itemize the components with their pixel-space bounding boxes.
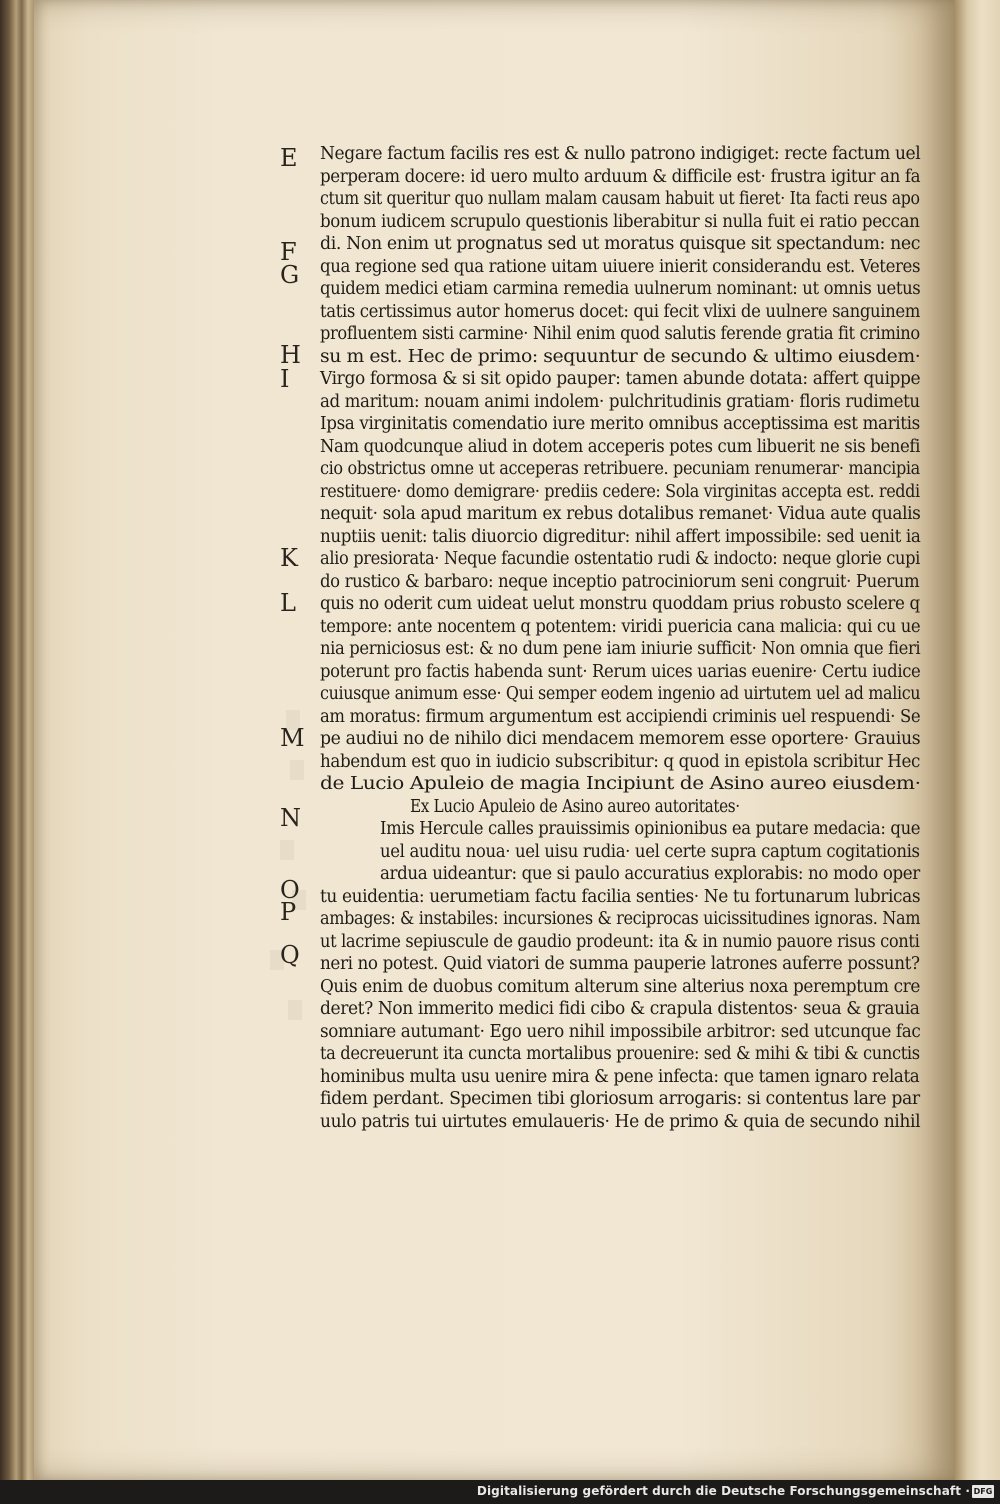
text-line: Quis enim de duobus comitum alterum sine alterius noxa peremptum cre: [320, 976, 920, 997]
show-through-mark: [290, 760, 304, 780]
margin-letter: N: [280, 804, 301, 832]
text-line: de Lucio Apuleio de magia Incipiunt de Asino aureo eiusdem·: [320, 774, 921, 794]
text-line: am moratus: firmum argumentum est accipiendi criminis uel respuendi· Se: [320, 706, 921, 727]
text-line: Ex Lucio Apuleio de Asino aureo autoritates·: [410, 796, 740, 817]
text-line: di. Non enim ut prognatus sed ut moratus quisque sit spectandum: nec: [320, 234, 921, 254]
margin-letter: I: [280, 365, 290, 393]
margin-letter: F: [280, 238, 297, 266]
margin-letter: Q: [280, 941, 300, 969]
text-line: ut lacrime sepiuscule de gaudio prodeunt: ita & in numio pauore risus conti: [320, 931, 920, 952]
text-line: tu euidentia: uerumetiam factu facilia senties· Ne tu fortunarum lubricas: [320, 886, 921, 907]
facing-page-edge: [954, 0, 1000, 1480]
text-line: nuptiis uenit: talis diuorcio digreditur: nihil affert impossibile: sed uenit ia: [320, 526, 921, 547]
text-line: Nam quodcunque aliud in dotem acceperis potes cum libuerit ne sis benefi: [320, 436, 920, 457]
show-through-mark: [280, 840, 294, 860]
text-line: poterunt pro factis habenda sunt· Rerum uices uarias euenire· Certu iudice: [320, 661, 921, 682]
text-line: ta decreuerunt ita cuncta mortalibus prouenire: sed & mihi & tibi & cunctis: [320, 1044, 920, 1064]
text-line: Imis Hercule calles prauissimis opinionibus ea putare medacia: que: [380, 819, 921, 839]
margin-letter: L: [280, 589, 296, 617]
text-line: do rustico & barbaro: neque inceptio patrociniorum seni congruit· Puerum: [320, 571, 920, 592]
text-line: pe audiui no de nihilo dici mendacem memorem esse oportere· Grauius: [320, 729, 921, 749]
margin-letter: H: [280, 341, 301, 369]
text-line: deret? Non immerito medici fidi cibo & crapula distentos· seua & grauia: [320, 999, 920, 1019]
text-line: ardua uideantur: que si paulo accuratius explorabis: no modo oper: [380, 864, 920, 884]
margin-letter: K: [280, 544, 298, 572]
text-line: fidem perdant. Specimen tibi gloriosum arrogaris: si contentus lare par: [320, 1089, 920, 1109]
text-line: hominibus multa usu uenire mira & pene infecta: que tamen ignaro relata: [320, 1066, 920, 1087]
text-line: somniare autumant· Ego uero nihil impossibile arbitror: sed utcunque fac: [320, 1021, 921, 1042]
text-line: Virgo formosa & si sit opido pauper: tamen abunde dotata: affert quippe: [320, 369, 921, 389]
footer-strip: [0, 1480, 1000, 1504]
text-line: neri no potest. Quid viatori de summa pauperie latrones auferre possunt?: [320, 954, 920, 974]
text-line: nequit· sola apud maritum ex rebus dotalibus remanet· Vidua aute qualis: [320, 504, 921, 524]
margin-letter: P: [280, 898, 297, 926]
text-line: cuiusque animum esse· Qui semper eodem ingenio ad uirtutem uel ad malicu: [320, 684, 921, 704]
text-line: qua regione sed qua ratione uitam uiuere inierit considerandu est. Veteres: [320, 256, 921, 277]
margin-letter: M: [280, 724, 305, 752]
text-line: alio presiorata· Neque facundie ostentatio rudi & indocto: neque glorie cupi: [320, 549, 920, 569]
show-through-mark: [288, 1000, 302, 1020]
text-line: bonum iudicem scrupulo questionis liberabitur si nulla fuit ei ratio peccan: [320, 211, 920, 232]
text-line: Ipsa virginitatis comendatio iure merito omnibus acceptissima est maritis: [320, 414, 920, 434]
dfg-logo-icon: DFG: [973, 1487, 993, 1496]
text-line: uel auditu noua· uel uisu rudia· uel certe supra captum cogitationis: [380, 841, 920, 862]
text-line: ctum sit queritur quo nullam malam causam habuit ut fieret· Ita facti reus apo: [320, 189, 920, 209]
margin-letter: O: [280, 876, 300, 904]
text-line: su m est. Hec de primo: sequuntur de secundo & ultimo eiusdem·: [320, 346, 921, 367]
left-page-edges: [0, 0, 36, 1480]
text-line: quidem medici etiam carmina remedia uulnerum nominant: ut omnis uetus: [320, 279, 921, 299]
text-line: Negare factum facilis res est & nullo patrono indigiget: recte factum uel: [320, 144, 921, 164]
text-line: ambages: & instabiles: incursiones & reciprocas uicissitudines ignoras. Nam: [320, 909, 921, 929]
text-line: tempore: ante nocentem q potentem: viridi puericia cana malicia: qui cu ue: [320, 616, 921, 637]
text-line: nia perniciosus est: & no dum pene iam iniurie sufficit· Non omnia que fieri: [320, 639, 921, 659]
text-line: perperam docere: id uero multo arduum & difficile est· frustra igitur an fa: [320, 166, 921, 187]
text-line: profluentem sisti carmine· Nihil enim quod salutis ferende gratia fit crimino: [320, 324, 920, 344]
text-line: quis no oderit cum uideat uelut monstru quoddam prius robusto scelere q: [320, 594, 920, 614]
footer-credit: Digitalisierung gefördert durch die Deutsche Forschungsgemeinschaft ·: [476, 1484, 970, 1498]
margin-letter: G: [280, 261, 300, 289]
text-line: ad maritum: nouam animi indolem· pulchritudinis gratiam· floris rudimetu: [320, 391, 920, 412]
text-line: restituere· domo demigrare· prediis cedere: Sola virginitas accepta est. reddi: [320, 481, 920, 502]
margin-letter: E: [280, 144, 298, 172]
text-line: uulo patris tui uirtutes emulaueris· He de primo & quia de secundo nihil: [320, 1111, 921, 1132]
text-line: cio obstrictus omne ut acceperas retribuere. pecuniam renumerar· mancipia: [320, 459, 920, 479]
text-line: habendum est quo in iudicio subscribitur: q quod in epistola scribitur Hec: [320, 751, 920, 772]
text-line: tatis certissimus autor homerus docet: qui fecit vlixi de uulnere sanguinem: [320, 301, 921, 322]
